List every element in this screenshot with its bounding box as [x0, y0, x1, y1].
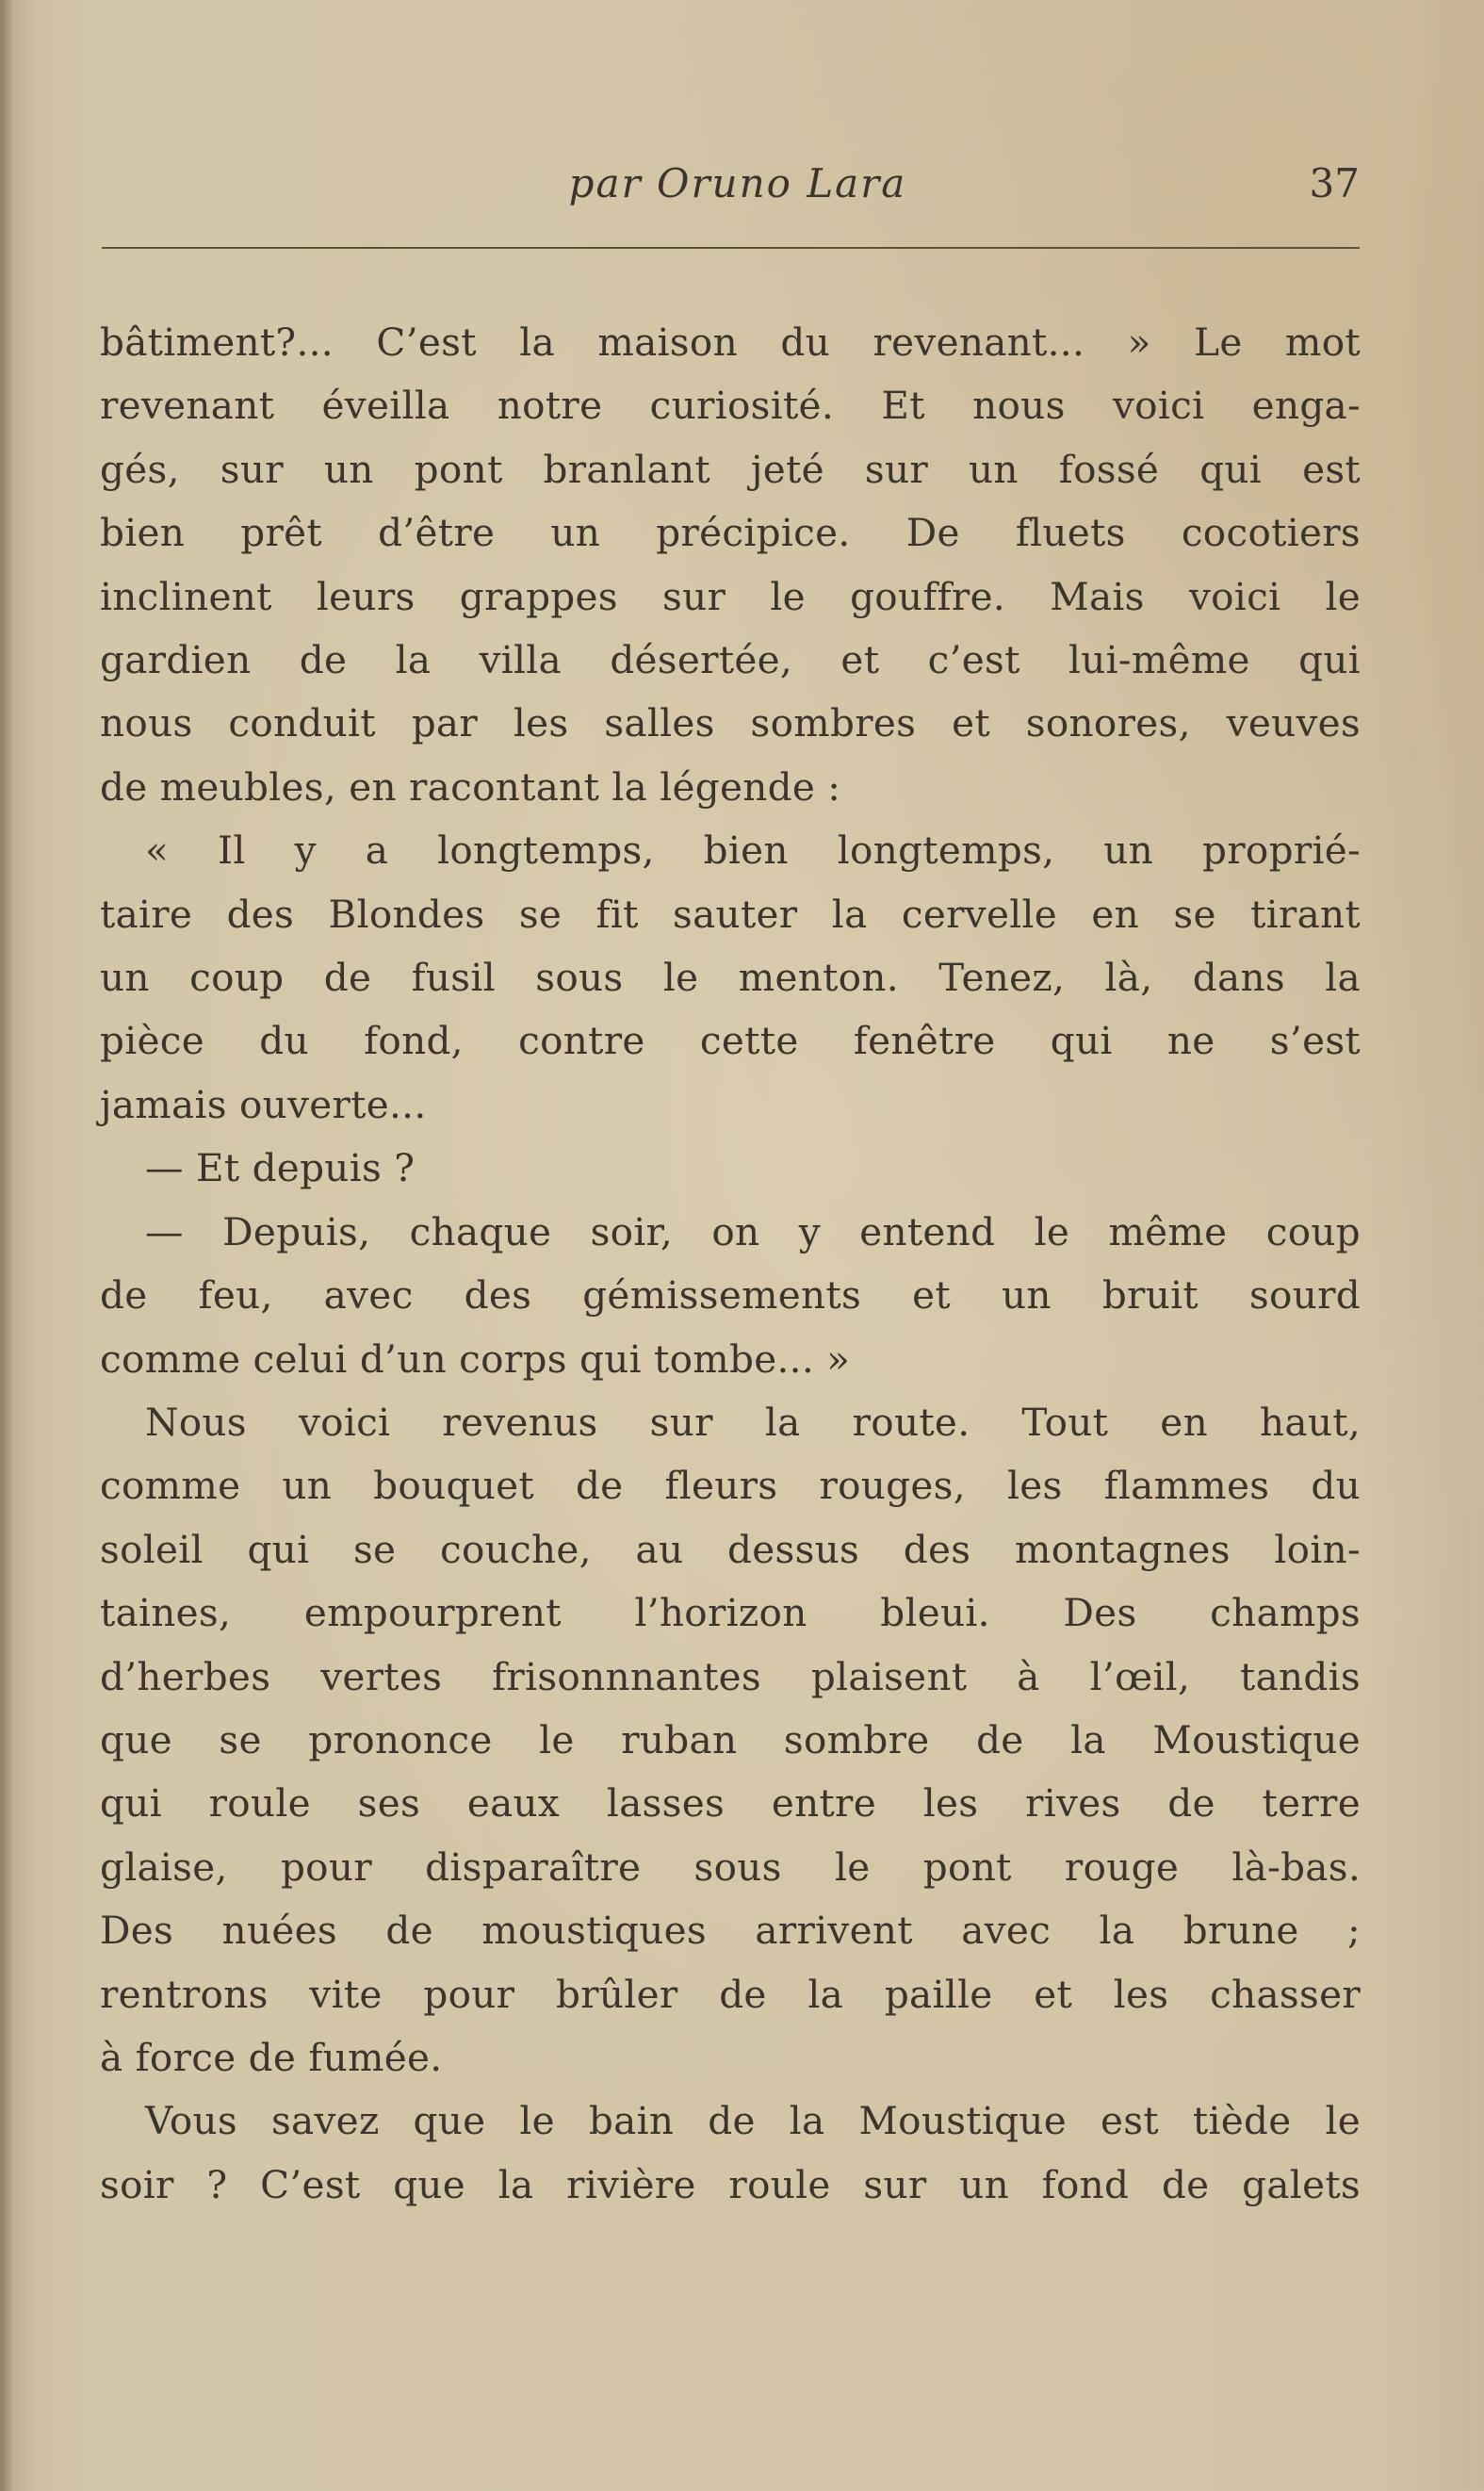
text-line: inclinent leurs grappes sur le gouffre. Mais voici le: [100, 573, 1361, 619]
body-text: [100, 311, 1361, 2217]
text-line: glaise, pour disparaître sous le pont rouge là-bas.: [100, 1844, 1361, 1890]
page-header: [102, 160, 1360, 217]
text-line: soleil qui se couche, au dessus des montagnes loin-: [100, 1526, 1361, 1572]
text-line: bien prêt d’être un précipice. De fluets cocotiers: [100, 510, 1361, 556]
text-line: Vous savez que le bain de la Moustique est tiède le: [145, 2098, 1361, 2144]
text-line: gés, sur un pont branlant jeté sur un fossé qui est: [100, 446, 1361, 492]
text-line: Nous voici revenus sur la route. Tout en haut,: [145, 1399, 1361, 1445]
text-line: taines, empourprent l’horizon bleui. Des champs: [100, 1590, 1361, 1636]
text-line: — Depuis, chaque soir, on y entend le même coup: [145, 1208, 1361, 1254]
text-line: comme celui d’un corps qui tombe... »: [100, 1336, 851, 1382]
header-rule: [102, 247, 1360, 249]
text-line: un coup de fusil sous le menton. Tenez, là, dans la: [100, 955, 1361, 1001]
text-line: de feu, avec des gémissements et un bruit sourd: [100, 1272, 1361, 1319]
text-line: gardien de la villa désertée, et c’est lui-même qui: [100, 637, 1361, 683]
text-line: soir ? C’est que la rivière roule sur un fond de galets: [100, 2161, 1361, 2207]
text-line: d’herbes vertes frisonnnantes plaisent à l’œil, tandis: [100, 1653, 1361, 1699]
text-line: jamais ouverte...: [100, 1081, 427, 1127]
page-number: 37: [1309, 160, 1360, 206]
text-line: pièce du fond, contre cette fenêtre qui ne s’est: [100, 1018, 1361, 1064]
text-line: qui roule ses eaux lasses entre les rives de terre: [100, 1780, 1361, 1827]
text-line: — Et depuis ?: [145, 1145, 416, 1191]
text-line: rentrons vite pour brûler de la paille et les chasser: [100, 1971, 1361, 2017]
text-line: taire des Blondes se fit sauter la cervelle en se tirant: [100, 891, 1361, 937]
text-line: nous conduit par les salles sombres et sonores, veuves: [100, 700, 1361, 746]
text-line: « Il y a longtemps, bien longtemps, un proprié-: [145, 828, 1361, 874]
text-line: comme un bouquet de fleurs rouges, les flammes du: [100, 1463, 1361, 1509]
text-line: revenant éveilla notre curiosité. Et nous voici enga-: [100, 383, 1361, 429]
running-title: par Oruno Lara: [568, 160, 907, 206]
text-line: à force de fumée.: [100, 2034, 443, 2080]
text-line: que se prononce le ruban sombre de la Moustique: [100, 1716, 1361, 1762]
text-line: de meubles, en racontant la légende :: [100, 763, 841, 810]
text-line: bâtiment?... C’est la maison du revenant... » Le mot: [100, 320, 1361, 365]
text-line: Des nuées de moustiques arrivent avec la brune ;: [100, 1908, 1361, 1954]
